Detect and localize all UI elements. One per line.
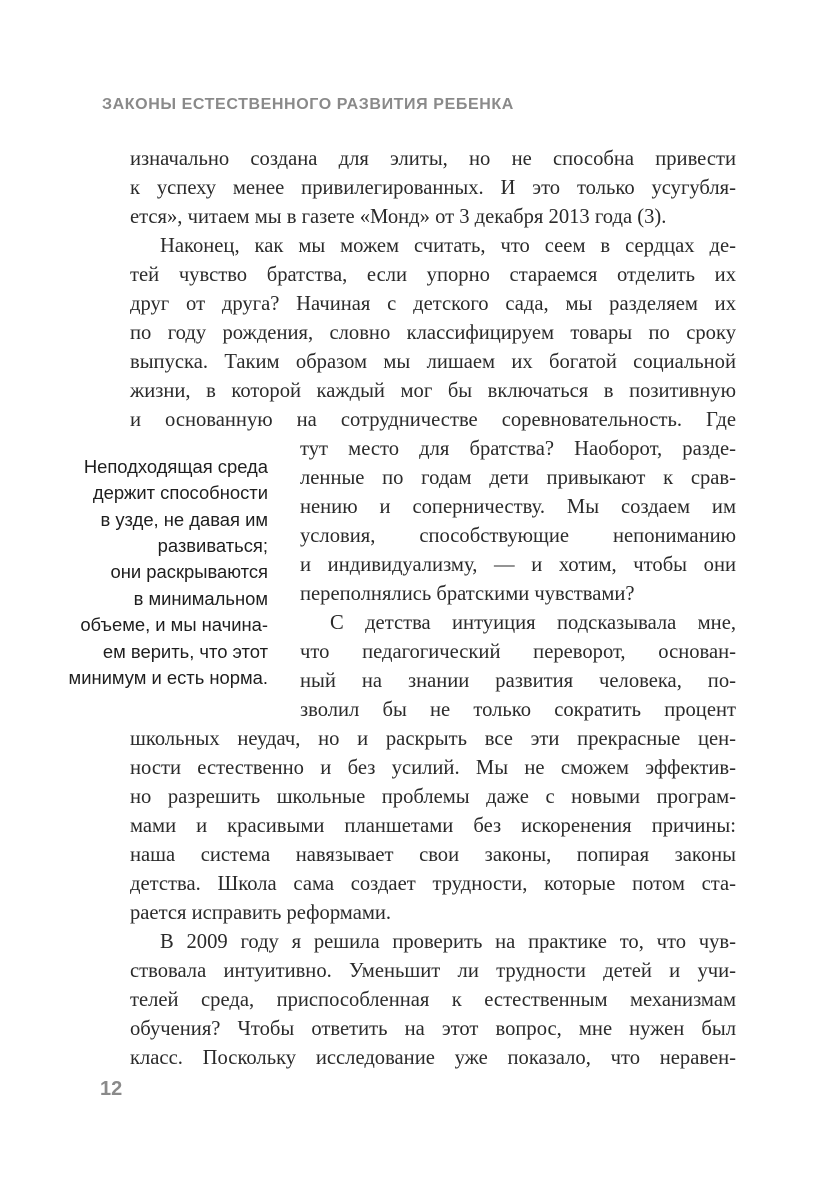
body-line: условия, способствующие непониманию [300, 525, 736, 547]
body-line: и индивидуализму, — и хотим, чтобы они [300, 554, 736, 576]
body-line: по году рождения, словно классифицируем товары по сроку [130, 322, 736, 344]
body-line: ленные по годам дети привыкают к срав- [300, 467, 736, 489]
sidenote-line: развиваться; [157, 535, 268, 556]
body-line: В 2009 году я решила проверить на практике то, что чув- [160, 931, 736, 953]
sidenote-line: они раскрываются [110, 561, 268, 582]
body-line: нению и соперничеству. Мы создаем им [300, 496, 736, 518]
body-line: телей среда, приспособленная к естественным механизмам [130, 989, 736, 1011]
body-line: переполнялись братскими чувствами? [300, 583, 635, 605]
body-line: но разрешить школьные проблемы даже с новыми програм- [130, 786, 736, 808]
body-line: к успеху менее привилегированных. И это только усугубля- [130, 177, 736, 199]
body-line: наша система навязывает свои законы, попирая законы [130, 844, 736, 866]
running-head: ЗАКОНЫ ЕСТЕСТВЕННОГО РАЗВИТИЯ РЕБЕНКА [102, 96, 514, 113]
body-line: ется», читаем мы в газете «Монд» от 3 декабря 2013 года (3). [130, 206, 667, 228]
body-line: выпуска. Таким образом мы лишаем их богатой социальной [130, 351, 736, 373]
body-line: школьных неудач, но и раскрыть все эти прекрасные цен- [130, 728, 736, 750]
body-line: зволил бы не только сократить процент [300, 699, 736, 721]
body-line: класс. Поскольку исследование уже показало, что неравен- [130, 1047, 736, 1069]
sidenote-line: минимум и есть норма. [68, 667, 268, 688]
body-line: изначально создана для элиты, но не способна привести [130, 148, 736, 170]
sidenote-line: Неподходящая среда [83, 456, 268, 477]
body-line: С детства интуиция подсказывала мне, [330, 612, 736, 634]
body-line: мами и красивыми планшетами без искоренения причины: [130, 815, 736, 837]
body-line: и основанную на сотрудничестве соревновательность. Где [130, 409, 736, 431]
page-number: 12 [100, 1078, 123, 1100]
body-line: обучения? Чтобы ответить на этот вопрос, мне нужен был [130, 1018, 736, 1040]
body-line: рается исправить реформами. [130, 902, 392, 924]
body-line: жизни, в которой каждый мог бы включаться в позитивную [130, 380, 736, 402]
body-line: детства. Школа сама создает трудности, которые потом ста- [130, 873, 736, 895]
body-line: ствовала интуитивно. Уменьшит ли трудности детей и учи- [130, 960, 736, 982]
sidenote-line: держит способности [92, 482, 268, 503]
sidenote-line: в минимальном [133, 588, 268, 609]
body-line: что педагогический переворот, основан- [300, 641, 736, 663]
body-line: тей чувство братства, если упорно стараемся отделить их [130, 264, 736, 286]
body-line: друг от друга? Начиная с детского сада, мы разделяем их [130, 293, 736, 315]
body-line: Наконец, как мы можем считать, что сеем в сердцах де- [160, 235, 736, 257]
body-line: ности естественно и без усилий. Мы не сможем эффектив- [130, 757, 736, 779]
sidenote-line: ем верить, что этот [102, 641, 268, 662]
sidenote-line: в узде, не давая им [100, 509, 268, 530]
body-line: тут место для братства? Наоборот, разде- [300, 438, 736, 460]
sidenote-line: объеме, и мы начина- [80, 614, 268, 635]
body-line: ный на знании развития человека, по- [300, 670, 736, 692]
